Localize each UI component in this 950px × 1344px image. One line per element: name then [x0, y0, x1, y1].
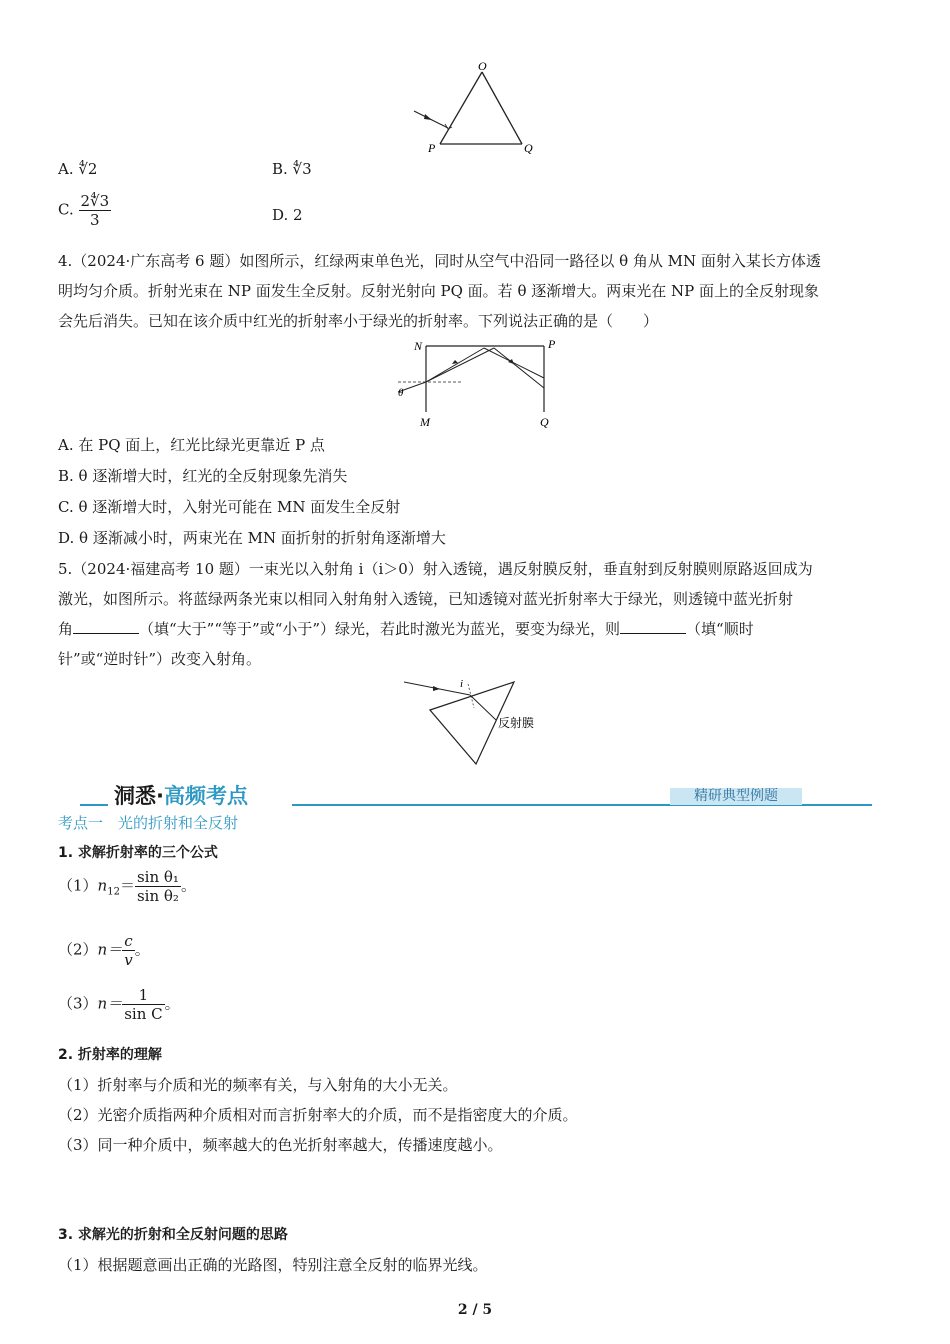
triangle-side-oq	[482, 72, 522, 144]
banner-title	[114, 780, 248, 810]
sec3-item-1: （1）根据题意画出正确的光路图，特别注意全反射的临界光线。	[58, 1256, 488, 1274]
label-theta: θ	[398, 387, 404, 399]
formula-1-fraction	[135, 868, 181, 905]
label-p: P	[548, 337, 556, 351]
q5-line3-post: （填“顺时	[686, 620, 754, 638]
q3-option-d: D. 2	[272, 206, 303, 224]
q5-text-line1: 5.（2024·福建高考 10 题）一束光以入射角 i（i＞0）射入透镜，遇反射膜反射，垂直射到反射膜则原路返回成为	[58, 560, 813, 578]
rectangle-prism-figure	[392, 334, 568, 434]
sec2-item-1: （1）折射率与介质和光的频率有关，与入射角的大小无关。	[58, 1076, 458, 1094]
label-o: O	[478, 59, 487, 73]
red-refracted-ray	[426, 348, 484, 382]
label-p: P	[428, 141, 436, 155]
q3-option-c-denominator: 3	[90, 211, 100, 229]
q5-line3-mid: （填“大于”“等于”或“小于”）绿光，若此时激光为蓝光，要变为绿光，则	[139, 620, 621, 638]
banner-title-right: 高频考点	[163, 784, 248, 808]
triangle-figure	[408, 56, 548, 156]
green-reflected-ray	[494, 348, 544, 388]
q4-text-line1: 4.（2024·广东高考 6 题）如图所示，红绿两束单色光，同时从空气中沿同一路径以 θ 角从 MN 面射入某长方体透	[58, 252, 821, 270]
sec2-item-2: （2）光密介质指两种介质相对而言折射率大的介质，而不是指密度大的介质。	[58, 1106, 578, 1124]
formula-2-fraction	[122, 932, 134, 969]
formula-3-fraction	[122, 986, 164, 1023]
ray-arrow	[424, 114, 432, 120]
label-m: M	[420, 415, 430, 429]
triangle-side-op	[440, 72, 482, 144]
formula-2-label: （2）	[58, 940, 98, 959]
formula-2-denominator: v	[124, 951, 133, 969]
formula-3-end: 。	[164, 994, 180, 1013]
q3-option-c	[58, 192, 111, 229]
formula-2-lhs: n＝	[97, 940, 123, 959]
label-q: Q	[540, 415, 549, 429]
formula-1-label: （1）	[58, 876, 98, 895]
formula-1-eq: ＝	[119, 876, 135, 895]
q4-option-d: D. θ 逐渐减小时，两束光在 MN 面折射的折射角逐渐增大	[58, 529, 446, 547]
q5-text-line3	[58, 618, 754, 639]
formula-2-end: 。	[134, 940, 150, 959]
formula-3-numerator: 1	[122, 986, 164, 1005]
label-i: i	[460, 678, 464, 690]
q3-option-b: B. ∜3	[272, 160, 312, 178]
banner-left-rule	[80, 804, 108, 806]
formula-3-label: （3）	[58, 994, 98, 1013]
sec2-item-3: （3）同一种介质中，频率越大的色光折射率越大，传播速度越小。	[58, 1136, 503, 1154]
q3-option-c-fraction	[79, 192, 112, 229]
formula-1-lhs: n	[97, 876, 108, 895]
q4-option-c: C. θ 逐渐增大时，入射光可能在 MN 面发生全反射	[58, 498, 401, 516]
answer-blank-2	[620, 619, 686, 634]
sec2-heading: 2. 折射率的理解	[58, 1047, 162, 1063]
formula-1-end: 。	[180, 876, 196, 895]
q4-text-line2: 明均匀介质。折射光束在 NP 面发生全反射。反射光射向 PQ 面。若 θ 逐渐增大。两束光在 NP 面上的全反射现象	[58, 282, 820, 300]
label-reflective-film: 反射膜	[498, 716, 535, 730]
answer-blank-1	[73, 619, 139, 634]
formula-2-numerator: c	[122, 932, 134, 951]
green-refracted-ray	[426, 348, 494, 382]
formula-1-sub: 12	[107, 886, 120, 898]
formula-1-denominator: sin θ₂	[136, 887, 179, 905]
page-number: 2 / 5	[457, 1302, 493, 1318]
q5-text-line2: 激光，如图所示。将蓝绿两条光束以相同入射角射入透镜，已知透镜对蓝光折射率大于绿光，则透镜中蓝光折射	[58, 590, 794, 608]
formula-1-numerator: sin θ₁	[136, 868, 179, 886]
lens-figure	[400, 674, 550, 768]
sec3-heading: 3. 求解光的折射和全反射问题的思路	[58, 1227, 288, 1243]
label-q: Q	[524, 141, 533, 155]
q3-option-c-label: C.	[58, 200, 74, 219]
topic-heading: 考点一 光的折射和全反射	[58, 814, 239, 832]
q4-option-b: B. θ 逐渐增大时，红光的全反射现象先消失	[58, 467, 348, 485]
formula-3-denominator: sin C	[124, 1005, 163, 1023]
formula-1	[58, 868, 196, 905]
q4-option-a: A. 在 PQ 面上，红光比绿光更靠近 P 点	[58, 436, 325, 454]
q5-text-line4: 针”或“逆时针”）改变入射角。	[58, 650, 262, 668]
red-reflected-ray	[484, 348, 544, 378]
q3-option-c-numerator: 2∜3	[80, 192, 110, 210]
q4-text-line3: 会先后消失。已知在该介质中红光的折射率小于绿光的折射率。下列说法正确的是（ ）	[58, 312, 659, 330]
label-n: N	[414, 339, 423, 353]
formula-2	[58, 932, 150, 969]
banner-title-left: 洞悉·	[114, 784, 164, 808]
formula-3-lhs: n＝	[97, 994, 123, 1013]
q5-line3-pre: 角	[58, 620, 74, 638]
formula-3	[58, 986, 180, 1023]
banner-tag: 精研典型例题	[670, 788, 802, 805]
sec1-heading: 1. 求解折射率的三个公式	[58, 845, 218, 861]
section-banner	[80, 780, 872, 808]
q3-option-a: A. ∜2	[58, 160, 98, 178]
